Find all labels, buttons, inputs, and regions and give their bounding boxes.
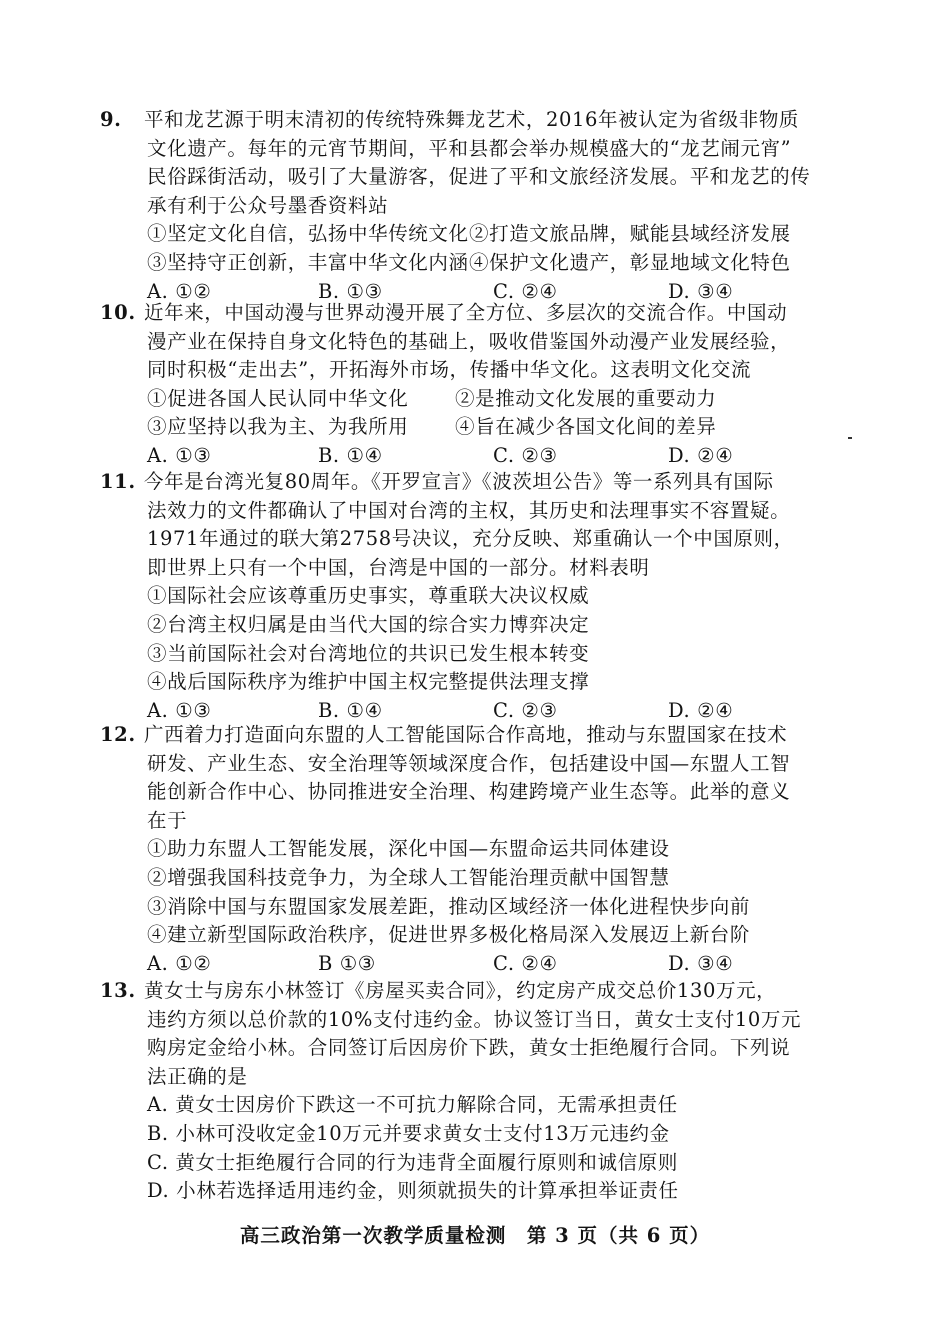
option-4: ④战后国际秩序为维护中国主权完整提供法理支撑 — [147, 670, 590, 694]
choice-c: C. 黄女士拒绝履行合同的行为违背全面履行原则和诚信原则 — [147, 1150, 678, 1174]
choice-c: C. ②④ — [493, 951, 558, 975]
question-stem: 在于 — [147, 808, 188, 832]
choice-d: D. ②④ — [668, 443, 734, 467]
question-stem: 黄女士与房东小林签订《房屋买卖合同》，约定房产成交总价130万元， — [144, 979, 777, 1002]
question-stem: 违约方须以总价款的10%支付违约金。协议签订当日，黄女士支付10万元 — [147, 1007, 802, 1031]
question-number: 10. — [100, 301, 136, 324]
option-4: ④建立新型国际政治秩序，促进世界多极化格局深入发展迈上新台阶 — [147, 923, 751, 947]
choice-a: A. ①② — [147, 951, 212, 975]
option-3: ③当前国际社会对台湾地位的共识已发生根本转变 — [147, 641, 590, 665]
question-stem: 今年是台湾光复80周年。《开罗宣言》《波茨坦公告》等一系列具有国际 — [144, 470, 774, 493]
choice-b: B ①③ — [318, 951, 376, 975]
choice-d: D. ③④ — [668, 951, 734, 975]
question-stem: 法效力的文件都确认了中国对台湾的主权，其历史和法理事实不容置疑。 — [147, 498, 791, 522]
question-11 — [100, 468, 840, 725]
choice-a: A. ①② — [147, 279, 212, 303]
choice-b: B. ①④ — [318, 443, 383, 467]
choice-c: C. ②③ — [493, 698, 558, 722]
choice-d: D. ②④ — [668, 698, 734, 722]
option-1: ①国际社会应该尊重历史事实，尊重联大决议权威 — [147, 584, 590, 608]
question-stem: 法正确的是 — [147, 1064, 248, 1088]
question-number: 9. — [100, 108, 122, 131]
option-1: ①助力东盟人工智能发展，深化中国—东盟命运共同体建设 — [147, 837, 670, 861]
choice-c: C. ②④ — [493, 279, 558, 303]
option-2: ②台湾主权归属是由当代大国的综合实力博弈决定 — [147, 612, 590, 636]
choice-b: B. 小林可没收定金10万元并要求黄女士支付13万元违约金 — [147, 1121, 670, 1145]
question-number: 11. — [100, 470, 136, 493]
question-stem: 购房定金给小林。合同签订后因房价下跌，黄女士拒绝履行合同。下列说 — [147, 1036, 791, 1060]
option-3: ③消除中国与东盟国家发展差距，推动区域经济一体化进程快步向前 — [147, 894, 751, 918]
question-stem: 文化遗产。每年的元宵节期间，平和县都会举办规模盛大的“龙艺闹元宵” — [147, 136, 792, 160]
option-4: ④保护文化遗产，彰显地域文化特色 — [469, 250, 791, 274]
option-3: ③应坚持以我为主、为我所用 — [147, 415, 409, 439]
choice-a: A. 黄女士因房价下跌这一不可抗力解除合同，无需承担责任 — [147, 1093, 678, 1117]
choice-c: C. ②③ — [493, 443, 558, 467]
option-2: ②是推动文化发展的重要动力 — [455, 386, 717, 410]
question-stem: 即世界上只有一个中国，台湾是中国的一部分。材料表明 — [147, 555, 650, 579]
question-number: 12. — [100, 723, 136, 746]
choice-b: B. ①④ — [318, 698, 383, 722]
choice-b: B. ①③ — [318, 279, 383, 303]
question-stem: 1971年通过的联大第2758号决议，充分反映、郑重确认一个中国原则， — [147, 527, 794, 551]
question-stem: 承有利于公众号墨香资料站 — [147, 193, 389, 217]
question-stem: 广西着力打造面向东盟的人工智能国际合作高地，推动与东盟国家在技术 — [144, 723, 788, 746]
option-2: ②打造文旅品牌，赋能县域经济发展 — [469, 222, 791, 246]
choice-d: D. 小林若选择适用违约金，则须就损失的计算承担举证责任 — [147, 1179, 679, 1203]
scan-speck — [848, 437, 852, 439]
option-3: ③坚持守正创新，丰富中华文化内涵 — [147, 250, 469, 274]
option-1: ①坚定文化自信，弘扬中华传统文化 — [147, 222, 469, 246]
choice-a: A. ①③ — [147, 698, 212, 722]
question-stem: 研发、产业生态、安全治理等领域深度合作，包括建设中国—东盟人工智 — [147, 751, 791, 775]
question-number: 13. — [100, 979, 136, 1002]
question-stem: 平和龙艺源于明末清初的传统特殊舞龙艺术，2016年被认定为省级非物质 — [144, 108, 800, 131]
question-stem: 漫产业在保持自身文化特色的基础上，吸收借鉴国外动漫产业发展经验， — [147, 329, 791, 353]
choice-d: D. ③④ — [668, 279, 734, 303]
question-stem: 民俗踩街活动，吸引了大量游客，促进了平和文旅经济发展。平和龙艺的传 — [147, 165, 811, 189]
question-10 — [100, 299, 840, 471]
option-1: ①促进各国人民认同中华文化 — [147, 386, 409, 410]
page-footer: 高三政治第一次教学质量检测 第 3 页（共 6 页） — [239, 1224, 711, 1247]
question-stem: 近年来，中国动漫与世界动漫开展了全方位、多层次的交流合作。中国动 — [144, 301, 788, 324]
question-stem: 能创新合作中心、协同推进安全治理、构建跨境产业生态等。此举的意义 — [147, 780, 791, 804]
choice-a: A. ①③ — [147, 443, 212, 467]
question-12 — [100, 721, 840, 978]
option-4: ④旨在减少各国文化间的差异 — [455, 415, 717, 439]
question-13 — [100, 977, 840, 1206]
option-2: ②增强我国科技竞争力，为全球人工智能治理贡献中国智慧 — [147, 865, 670, 889]
question-stem: 同时积极“走出去”，开拓海外市场，传播中华文化。这表明文化交流 — [147, 358, 752, 382]
question-9 — [100, 106, 840, 306]
